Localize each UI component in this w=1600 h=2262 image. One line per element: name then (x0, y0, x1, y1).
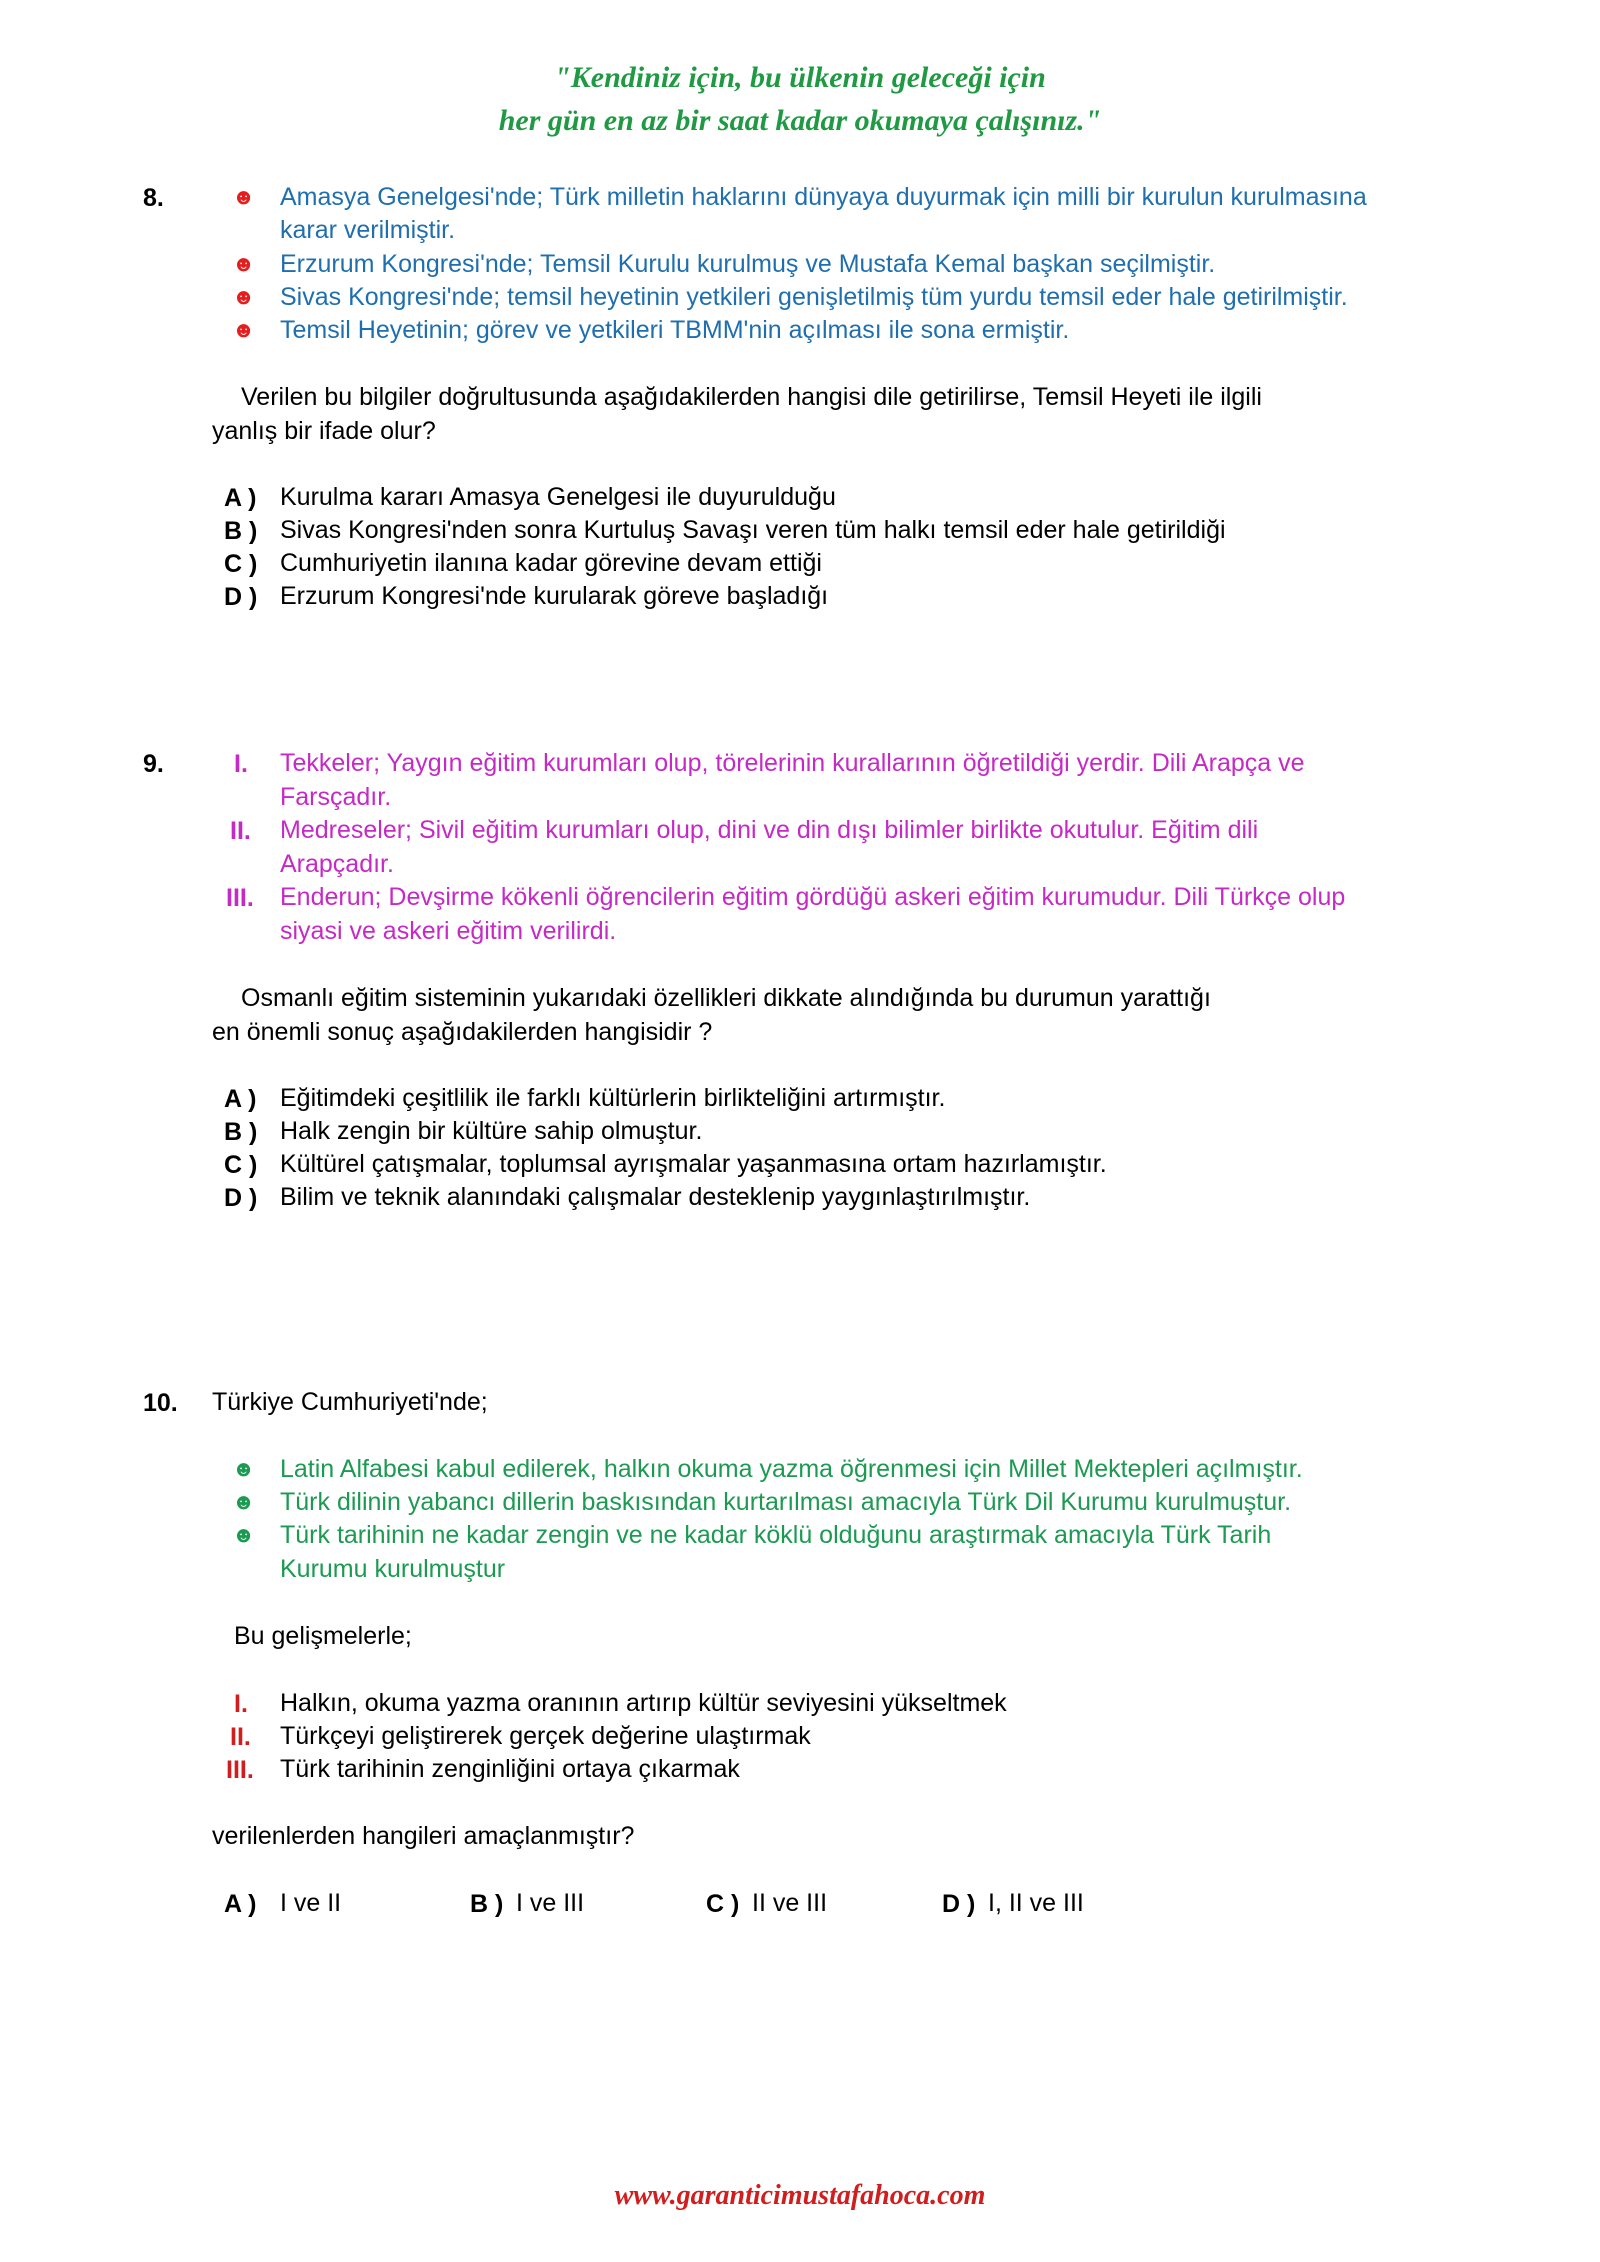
smiley-bullet-icon: ☻ (232, 1489, 256, 1514)
smiley-bullet-icon: ☻ (232, 251, 256, 276)
question-lead: Bu gelişmelerle; (234, 1622, 412, 1650)
option-label: D ) (224, 1184, 258, 1212)
question-stem: yanlış bir ifade olur? (212, 417, 436, 445)
statement-text: Amasya Genelgesi'nde; Türk milletin haklarını dünyaya duyurmak için milli bir kurulun kurulmasına (280, 183, 1367, 211)
option-label: A ) (224, 1085, 257, 1113)
question-number: 9. (143, 750, 164, 778)
question-number: 8. (143, 184, 164, 212)
statement-text: Sivas Kongresi'nde; temsil heyetinin yetkileri genişletilmiş tüm yurdu temsil eder hale getirilmiştir. (280, 283, 1348, 311)
option-label: C ) (224, 1151, 258, 1179)
question-stem: verilenlerden hangileri amaçlanmıştır? (212, 1822, 635, 1850)
question-intro: Türkiye Cumhuriyeti'nde; (212, 1388, 488, 1416)
roman-numeral: II. (230, 1723, 251, 1751)
statement-text: Türk dilinin yabancı dillerin baskısından kurtarılması amacıyla Türk Dil Kurumu kurulmuştur. (280, 1488, 1292, 1516)
option-a[interactable]: Eğitimdeki çeşitlilik ile farklı kültürlerin birlikteliğini artırmıştır. (280, 1084, 946, 1112)
statement-text: Erzurum Kongresi'nde; Temsil Kurulu kurulmuş ve Mustafa Kemal başkan seçilmiştir. (280, 250, 1216, 278)
statement-text: Enderun; Devşirme kökenli öğrencilerin eğitim gördüğü askeri eğitim kurumudur. Dili Türkçe olup (280, 883, 1346, 911)
question-stem: Osmanlı eğitim sisteminin yukarıdaki özellikleri dikkate alındığında bu durumun yarattığı (241, 984, 1211, 1012)
option-label: D ) (224, 583, 258, 611)
option-d[interactable]: I, II ve III (988, 1889, 1084, 1917)
roman-numeral: I. (234, 1690, 248, 1718)
option-label: B ) (224, 517, 258, 545)
statement-text: Latin Alfabesi kabul edilerek, halkın okuma yazma öğrenmesi için Millet Mektepleri açılmıştır. (280, 1455, 1303, 1483)
option-label: C ) (706, 1890, 740, 1918)
statement-text: Arapçadır. (280, 850, 394, 878)
option-b[interactable]: Sivas Kongresi'nden sonra Kurtuluş Savaşı veren tüm halkı temsil eder hale getirildiği (280, 516, 1226, 544)
item-text: Türkçeyi geliştirerek gerçek değerine ulaştırmak (280, 1722, 811, 1750)
option-b[interactable]: Halk zengin bir kültüre sahip olmuştur. (280, 1117, 703, 1145)
roman-numeral: II. (230, 817, 251, 845)
option-label: A ) (224, 1890, 257, 1918)
statement-text: Tekkeler; Yaygın eğitim kurumları olup, törelerinin kurallarının öğretildiği yerdir. Dili Arapça ve (280, 749, 1305, 777)
statement-text: Temsil Heyetinin; görev ve yetkileri TBMM'nin açılması ile sona ermiştir. (280, 316, 1070, 344)
option-a[interactable]: I ve II (280, 1889, 342, 1917)
smiley-bullet-icon: ☻ (232, 1456, 256, 1481)
option-d[interactable]: Bilim ve teknik alanındaki çalışmalar desteklenip yaygınlaştırılmıştır. (280, 1183, 1031, 1211)
question-stem: en önemli sonuç aşağıdakilerden hangisidir ? (212, 1018, 713, 1046)
option-c[interactable]: II ve III (752, 1889, 828, 1917)
option-c[interactable]: Kültürel çatışmalar, toplumsal ayrışmalar yaşanmasına ortam hazırlamıştır. (280, 1150, 1107, 1178)
option-label: B ) (224, 1118, 258, 1146)
option-a[interactable]: Kurulma kararı Amasya Genelgesi ile duyurulduğu (280, 483, 836, 511)
option-c[interactable]: Cumhuriyetin ilanına kadar görevine devam ettiği (280, 549, 822, 577)
option-label: A ) (224, 484, 257, 512)
statement-text: Farsçadır. (280, 783, 392, 811)
roman-numeral: III. (226, 884, 254, 912)
smiley-bullet-icon: ☻ (232, 284, 256, 309)
statement-text: Türk tarihinin ne kadar zengin ve ne kadar köklü olduğunu araştırmak amacıyla Türk Tarih (280, 1521, 1272, 1549)
statement-text: siyasi ve askeri eğitim verilirdi. (280, 917, 617, 945)
header-quote-line2: her gün en az bir saat kadar okumaya çalışınız." (498, 104, 1102, 137)
item-text: Halkın, okuma yazma oranının artırıp kültür seviyesini yükseltmek (280, 1689, 1007, 1717)
statement-text: karar verilmiştir. (280, 216, 456, 244)
option-d[interactable]: Erzurum Kongresi'nde kurularak göreve başladığı (280, 582, 829, 610)
item-text: Türk tarihinin zenginliğini ortaya çıkarmak (280, 1755, 740, 1783)
smiley-bullet-icon: ☻ (232, 184, 256, 209)
statement-text: Kurumu kurulmuştur (280, 1555, 506, 1583)
question-number: 10. (143, 1389, 178, 1417)
header-quote-line1: "Kendiniz için, bu ülkenin geleceği için (554, 61, 1046, 94)
option-label: C ) (224, 550, 258, 578)
option-b[interactable]: I ve III (516, 1889, 585, 1917)
smiley-bullet-icon: ☻ (232, 1522, 256, 1547)
footer-website-link[interactable]: www.garanticimustafahoca.com (614, 2180, 986, 2211)
option-label: B ) (470, 1890, 504, 1918)
question-stem: Verilen bu bilgiler doğrultusunda aşağıdakilerden hangisi dile getirilirse, Temsil Heyeti ile ilgili (241, 383, 1262, 411)
roman-numeral: I. (234, 750, 248, 778)
roman-numeral: III. (226, 1756, 254, 1784)
option-label: D ) (942, 1890, 976, 1918)
smiley-bullet-icon: ☻ (232, 317, 256, 342)
statement-text: Medreseler; Sivil eğitim kurumları olup, dini ve din dışı bilimler birlikte okutulur. Eğitim dili (280, 816, 1259, 844)
